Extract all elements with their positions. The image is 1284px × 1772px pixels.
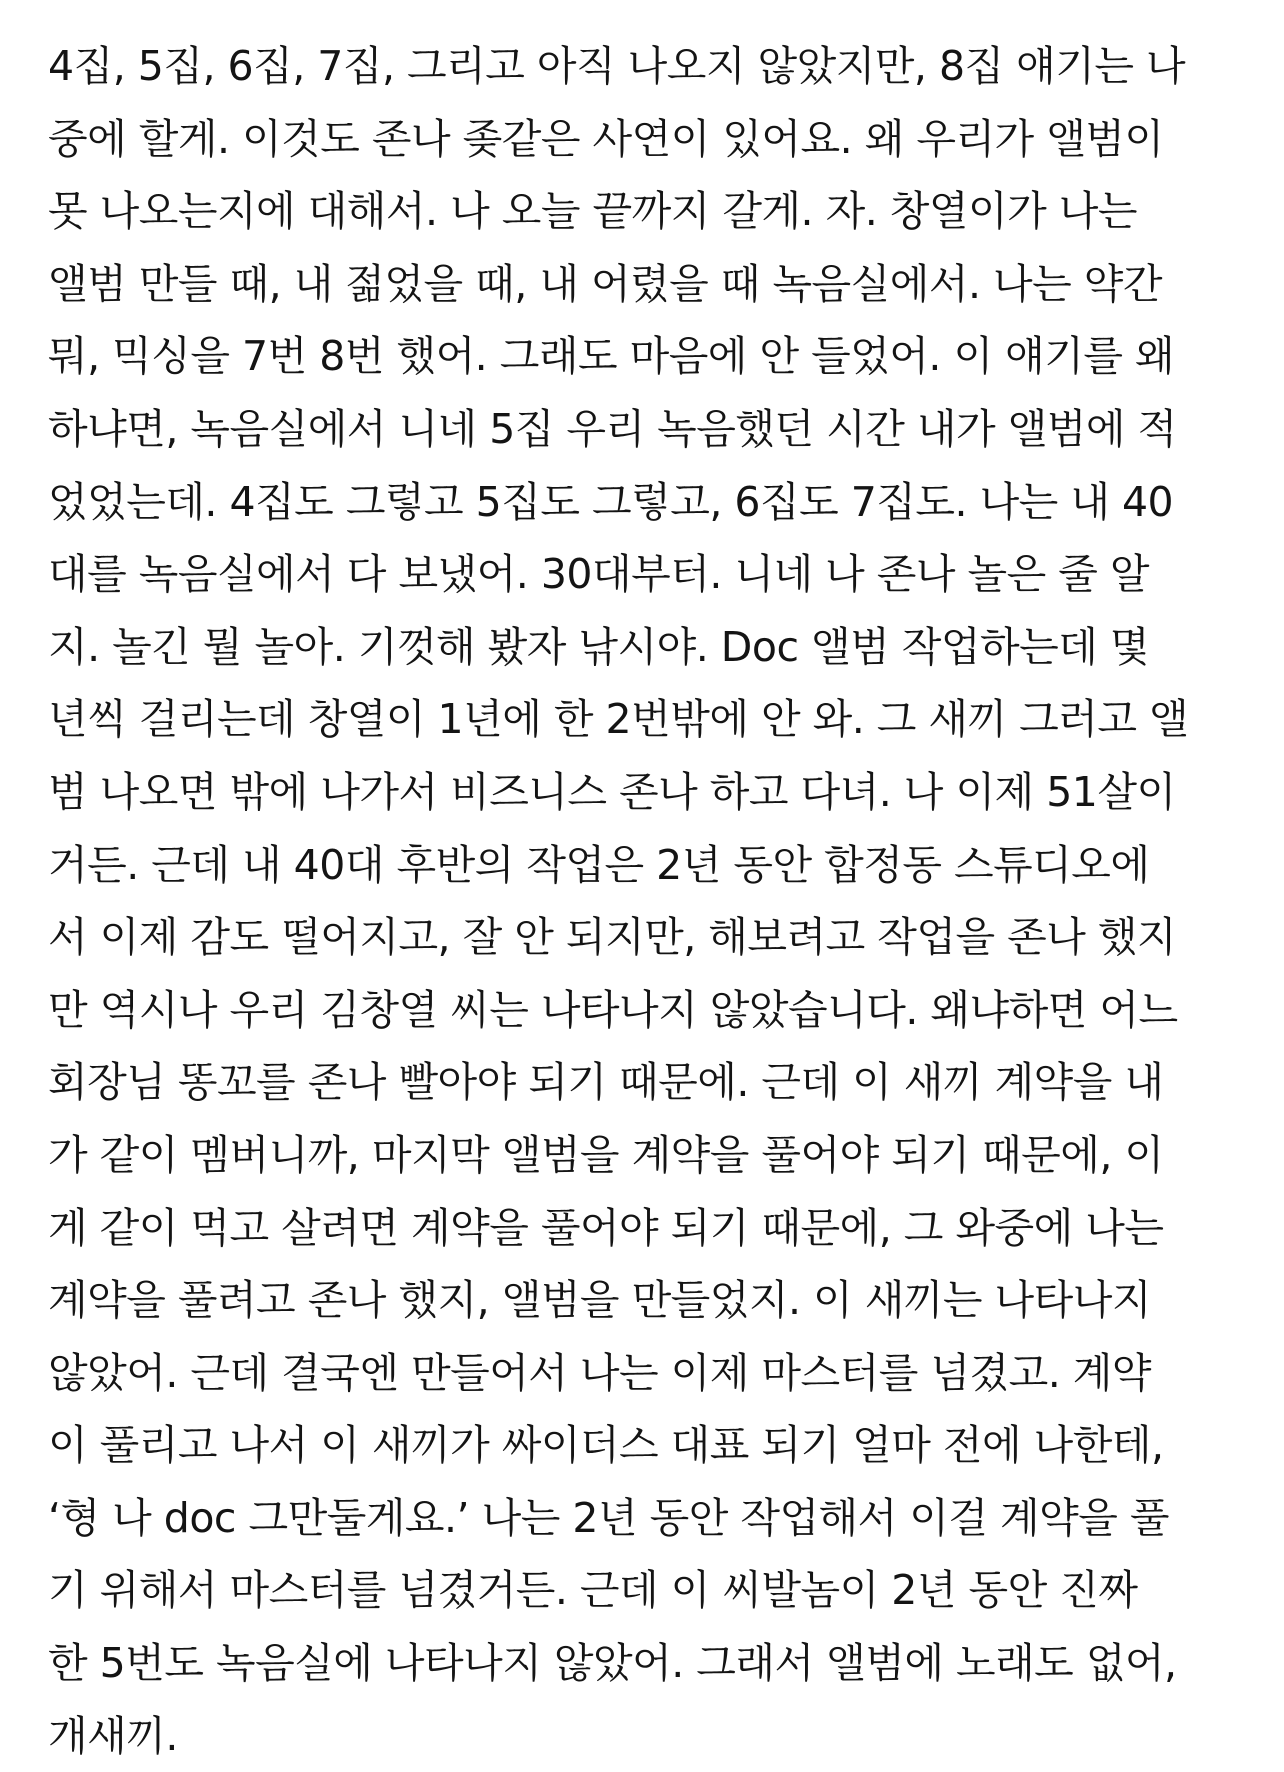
- text-line: 년씩 걸리는데 창열이 1년에 한 2번밖에 안 와. 그 새끼 그러고 앨: [48, 695, 1189, 744]
- text-line: 회장님 똥꼬를 존나 빨아야 되기 때문에. 근데 이 새끼 계약을 내: [48, 1058, 1164, 1107]
- text-line: 대를 녹음실에서 다 보냈어. 30대부터. 니네 나 존나 놀은 줄 알: [48, 550, 1149, 599]
- text-line: 한 5번도 녹음실에 나타나지 않았어. 그래서 앨범에 노래도 없어,: [48, 1639, 1177, 1688]
- text-line: 범 나오면 밖에 나가서 비즈니스 존나 하고 다녀. 나 이제 51살이: [48, 767, 1176, 816]
- text-line: 게 같이 먹고 살려면 계약을 풀어야 되기 때문에, 그 와중에 나는: [48, 1203, 1164, 1252]
- text-line: 계약을 풀려고 존나 했지, 앨범을 만들었지. 이 새끼는 나타나지: [48, 1276, 1151, 1325]
- text-line: 이 풀리고 나서 이 새끼가 싸이더스 대표 되기 얼마 전에 나한테,: [48, 1421, 1164, 1470]
- text-line: 못 나오는지에 대해서. 나 오늘 끝까지 갈게. 자. 창열이가 나는: [48, 187, 1137, 236]
- text-line: 지. 놀긴 뭘 놀아. 기껏해 봤자 낚시야. Doc 앨범 작업하는데 몇: [48, 622, 1149, 671]
- text-line: 중에 할게. 이것도 존나 좆같은 사연이 있어요. 왜 우리가 앨범이: [48, 114, 1164, 163]
- text-line: 하냐면, 녹음실에서 니네 5집 우리 녹음했던 시간 내가 앨범에 적: [48, 404, 1177, 453]
- text-line: 만 역시나 우리 김창열 씨는 나타나지 않았습니다. 왜냐하면 어느: [48, 985, 1178, 1034]
- text-line: 기 위해서 마스터를 넘겼거든. 근데 이 씨발놈이 2년 동안 진짜: [48, 1566, 1138, 1615]
- text-line: 않았어. 근데 결국엔 만들어서 나는 이제 마스터를 넘겼고. 계약: [48, 1348, 1151, 1397]
- text-line: 가 같이 멤버니까, 마지막 앨범을 계약을 풀어야 되기 때문에, 이: [48, 1130, 1164, 1179]
- text-line: 뭐, 믹싱을 7번 8번 했어. 그래도 마음에 안 들었어. 이 얘기를 왜: [48, 332, 1175, 381]
- text-line: 서 이제 감도 떨어지고, 잘 안 되지만, 해보려고 작업을 존나 했지: [48, 913, 1177, 962]
- document-body: [48, 30, 1248, 1772]
- text-line: 었었는데. 4집도 그렇고 5집도 그렇고, 6집도 7집도. 나는 내 40: [48, 477, 1174, 526]
- text-line: 4집, 5집, 6집, 7집, 그리고 아직 나오지 않았지만, 8집 얘기는 나: [48, 42, 1186, 90]
- text-line: 거든. 근데 내 40대 후반의 작업은 2년 동안 합정동 스튜디오에: [48, 840, 1150, 889]
- text-line: ‘형 나 doc 그만둘게요.’ 나는 2년 동안 작업해서 이걸 계약을 풀: [48, 1493, 1169, 1542]
- text-line: 앨범 만들 때, 내 젊었을 때, 내 어렸을 때 녹음실에서. 나는 약간: [48, 259, 1162, 308]
- text-line: 개새끼.: [48, 1711, 178, 1760]
